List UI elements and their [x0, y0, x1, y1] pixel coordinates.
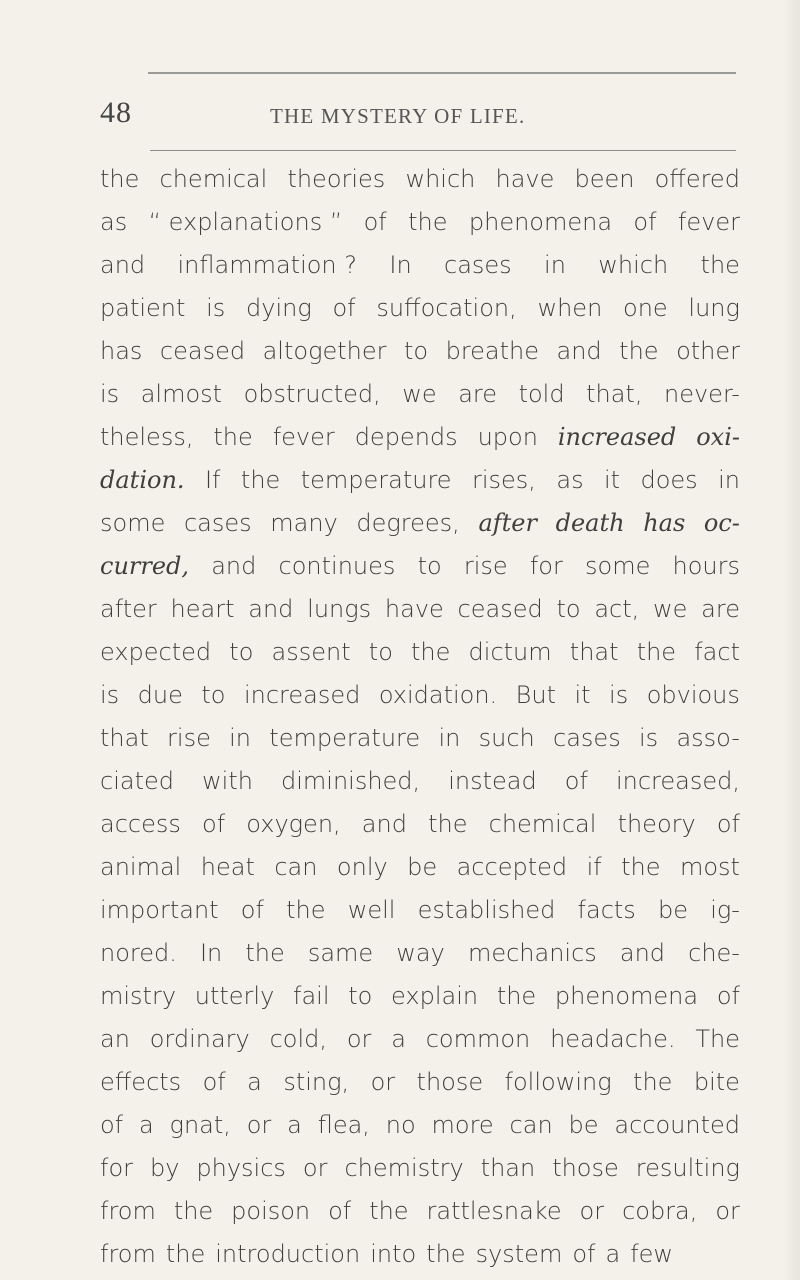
word: in [718, 466, 740, 494]
word: facts [577, 896, 636, 924]
word: temperature [300, 466, 452, 494]
word: or [246, 1111, 272, 1139]
text-line [100, 674, 740, 717]
word: for [529, 552, 563, 580]
word: has [100, 337, 143, 365]
word: we [402, 380, 437, 408]
word: oxygen, [246, 810, 341, 838]
word: phenomena [468, 208, 613, 236]
word: increased, [615, 767, 740, 795]
running-title: THE MYSTERY OF LIFE. [270, 104, 526, 128]
text-line [100, 975, 740, 1018]
word: told [518, 380, 565, 408]
text-line [100, 459, 740, 502]
word: an [100, 1025, 130, 1053]
word: chemical [159, 165, 268, 193]
word: is [206, 294, 226, 322]
word: the [213, 423, 253, 451]
word: of [328, 1197, 352, 1225]
word: ceased [457, 595, 543, 623]
word: the [165, 1240, 206, 1268]
word: mistry [100, 982, 177, 1010]
word: and [248, 595, 294, 623]
word: have [384, 595, 444, 623]
word: accepted [456, 853, 568, 881]
word: be [568, 1111, 599, 1139]
word: animal [100, 853, 182, 881]
word: nored. [100, 939, 177, 967]
text-line [100, 1233, 740, 1276]
text-line [100, 1104, 740, 1147]
text-line [100, 631, 740, 674]
word: physics [196, 1154, 286, 1182]
word: the [408, 208, 448, 236]
word: the [428, 810, 468, 838]
word: into [370, 1240, 417, 1268]
word: which [405, 165, 476, 193]
word: theless, [100, 423, 194, 451]
word: than [480, 1154, 536, 1182]
text-line [100, 846, 740, 889]
word: lungs [307, 595, 372, 623]
word: a [138, 1111, 154, 1139]
word: poison [231, 1197, 311, 1225]
word: che- [688, 939, 740, 967]
word: If [204, 466, 221, 494]
word: obvious [646, 681, 740, 709]
word: degrees, [356, 509, 460, 537]
word: gnat, [169, 1111, 231, 1139]
word: oxidation. [378, 681, 498, 709]
word: dation. [100, 466, 185, 494]
word: no [385, 1111, 416, 1139]
word: The [695, 1025, 740, 1053]
word: can [509, 1111, 553, 1139]
word: most [679, 853, 740, 881]
word: bite [693, 1068, 740, 1096]
word: the [621, 853, 661, 881]
word: or [370, 1068, 396, 1096]
word: it [604, 466, 621, 494]
word: ceased [159, 337, 246, 365]
word: which [598, 251, 669, 279]
word: chemistry [344, 1154, 464, 1182]
word: sting, [283, 1068, 350, 1096]
word: does [640, 466, 698, 494]
body-text [100, 158, 740, 1276]
word: a [605, 1240, 621, 1268]
word: ig- [710, 896, 740, 924]
word: effects [100, 1068, 182, 1096]
text-line [100, 416, 740, 459]
word: ciated [100, 767, 174, 795]
word: rises, [472, 466, 536, 494]
word: never- [664, 380, 740, 408]
word: for [100, 1154, 133, 1182]
word: as [100, 208, 128, 236]
word: increased [243, 681, 361, 709]
word: if [586, 853, 602, 881]
word: the [100, 165, 140, 193]
text-line [100, 1190, 740, 1233]
word: explain [391, 982, 479, 1010]
word: the [240, 466, 281, 494]
word: fever [677, 208, 740, 236]
word: offered [654, 165, 740, 193]
word: cases [444, 251, 512, 279]
word: important [100, 896, 219, 924]
text-line [100, 201, 740, 244]
text-line [100, 244, 740, 287]
text-line [100, 1147, 740, 1190]
word: patient [100, 294, 186, 322]
word: the [286, 896, 326, 924]
word: from [100, 1197, 156, 1225]
text-line [100, 545, 740, 588]
word: such [478, 724, 535, 752]
word: dying [246, 294, 312, 322]
word: of [564, 767, 588, 795]
word: breathe [445, 337, 540, 365]
word: curred, [100, 552, 190, 580]
word: few [630, 1240, 674, 1268]
word: or [715, 1197, 740, 1225]
text-line [100, 373, 740, 416]
word: and [619, 939, 666, 967]
word: we [653, 595, 688, 623]
word: after [478, 509, 537, 537]
word: altogether [262, 337, 387, 365]
word: death [555, 509, 625, 537]
page-number: 48 [100, 96, 132, 129]
word: that [100, 724, 149, 752]
word: or [579, 1197, 605, 1225]
word: some [100, 509, 166, 537]
word: that [569, 638, 619, 666]
word: is [638, 724, 659, 752]
word: a [287, 1111, 302, 1139]
word: temperature [269, 724, 421, 752]
word: heart [170, 595, 235, 623]
word: access [100, 810, 181, 838]
word: the [369, 1197, 409, 1225]
word: to [368, 638, 393, 666]
text-line [100, 330, 740, 373]
word: suffocation, [376, 294, 517, 322]
word: continues [278, 552, 396, 580]
word: are [701, 595, 740, 623]
word: of [363, 208, 387, 236]
word: same [307, 939, 374, 967]
word: fail [293, 982, 330, 1010]
word: theories [287, 165, 386, 193]
word: in [438, 724, 461, 752]
word: utterly [194, 982, 275, 1010]
word: the [496, 982, 537, 1010]
text-line [100, 502, 740, 545]
word: is [100, 380, 120, 408]
word: following [504, 1068, 612, 1096]
word: and [556, 337, 602, 365]
word: a [247, 1068, 262, 1096]
word: of [100, 1111, 124, 1139]
word: when [537, 294, 603, 322]
word: can [274, 853, 318, 881]
word: or [302, 1154, 328, 1182]
word: almost [140, 380, 223, 408]
word: has [643, 509, 686, 537]
word: heat [200, 853, 255, 881]
word: the [700, 251, 740, 279]
word: cold, [269, 1025, 327, 1053]
word: be [658, 896, 688, 924]
text-line [100, 287, 740, 330]
word: have [495, 165, 555, 193]
word: expected [100, 638, 212, 666]
word: the [633, 1068, 673, 1096]
word: those [416, 1068, 484, 1096]
text-line [100, 760, 740, 803]
word: cases [553, 724, 621, 752]
word: and [100, 251, 146, 279]
word: of [572, 1240, 596, 1268]
word: one [623, 294, 668, 322]
word: to [417, 552, 442, 580]
word: rise [463, 552, 508, 580]
text-line [100, 803, 740, 846]
text-line [100, 158, 740, 201]
word: as [556, 466, 584, 494]
word: assent [271, 638, 351, 666]
word: inflammation ? [177, 251, 358, 279]
text-line [100, 588, 740, 631]
word: fact [694, 638, 740, 666]
word: introduction [215, 1240, 361, 1268]
word: in [544, 251, 566, 279]
word: mechanics [467, 939, 597, 967]
word: and [211, 552, 257, 580]
word: phenomena [554, 982, 699, 1010]
word: to [556, 595, 581, 623]
word: with [202, 767, 253, 795]
word: dictum [468, 638, 552, 666]
word: the [411, 638, 451, 666]
word: due [137, 681, 183, 709]
word: fever [272, 423, 335, 451]
text-line [100, 1061, 740, 1104]
word: is [609, 681, 629, 709]
word: of [633, 208, 657, 236]
word: the [636, 638, 677, 666]
word: headache. [550, 1025, 676, 1053]
word: “ explanations ” [148, 208, 343, 236]
word: the [173, 1197, 214, 1225]
word: flea, [317, 1111, 370, 1139]
word: is [100, 681, 120, 709]
word: ordinary [149, 1025, 250, 1053]
word: depends [354, 423, 458, 451]
running-head [0, 88, 800, 148]
word: or [346, 1025, 372, 1053]
text-line [100, 717, 740, 760]
word: of [240, 896, 264, 924]
word: a [391, 1025, 406, 1053]
word: theory [617, 810, 696, 838]
word: oc- [703, 509, 740, 537]
word: act, [594, 595, 640, 623]
word: many [270, 509, 338, 537]
word: the [426, 1240, 466, 1268]
word: rattlesnake [426, 1197, 562, 1225]
word: oxi- [696, 423, 740, 451]
text-line [100, 889, 740, 932]
word: rise [167, 724, 211, 752]
word: resulting [635, 1154, 740, 1182]
word: other [676, 337, 740, 365]
page-edge-shadow [782, 0, 800, 1280]
word: cobra, [622, 1197, 698, 1225]
text-line [100, 1018, 740, 1061]
word: In [389, 251, 412, 279]
word: by [149, 1154, 180, 1182]
word: upon [477, 423, 538, 451]
word: lung [688, 294, 740, 322]
word: of [716, 982, 740, 1010]
word: to [348, 982, 373, 1010]
word: asso- [676, 724, 740, 752]
text-line [100, 932, 740, 975]
word: of [332, 294, 356, 322]
word: that, [586, 380, 643, 408]
word: and [361, 810, 407, 838]
header-rule [150, 150, 736, 151]
word: of [716, 810, 740, 838]
word: diminished, [281, 767, 421, 795]
word: in [229, 724, 252, 752]
word: instead [448, 767, 537, 795]
word: obstructed, [243, 380, 381, 408]
word: of [202, 810, 226, 838]
word: accounted [614, 1111, 740, 1139]
word: those [552, 1154, 619, 1182]
word: are [458, 380, 498, 408]
word: been [574, 165, 635, 193]
word: from [100, 1240, 156, 1268]
word: after [100, 595, 157, 623]
word: some [585, 552, 651, 580]
word: more [431, 1111, 494, 1139]
word: system [475, 1240, 563, 1268]
word: to [201, 681, 226, 709]
word: hours [672, 552, 740, 580]
word: increased [557, 423, 677, 451]
word: cases [183, 509, 252, 537]
word: the [245, 939, 285, 967]
word: the [619, 337, 659, 365]
top-rule [148, 72, 736, 74]
word: common [425, 1025, 531, 1053]
word: In [199, 939, 223, 967]
word: be [407, 853, 438, 881]
word: of [202, 1068, 226, 1096]
word: way [396, 939, 445, 967]
word: chemical [488, 810, 597, 838]
word: to [403, 337, 429, 365]
word: well [347, 896, 396, 924]
word: established [417, 896, 556, 924]
word: only [336, 853, 388, 881]
word: to [229, 638, 254, 666]
word: it [574, 681, 591, 709]
word: But [515, 681, 556, 709]
